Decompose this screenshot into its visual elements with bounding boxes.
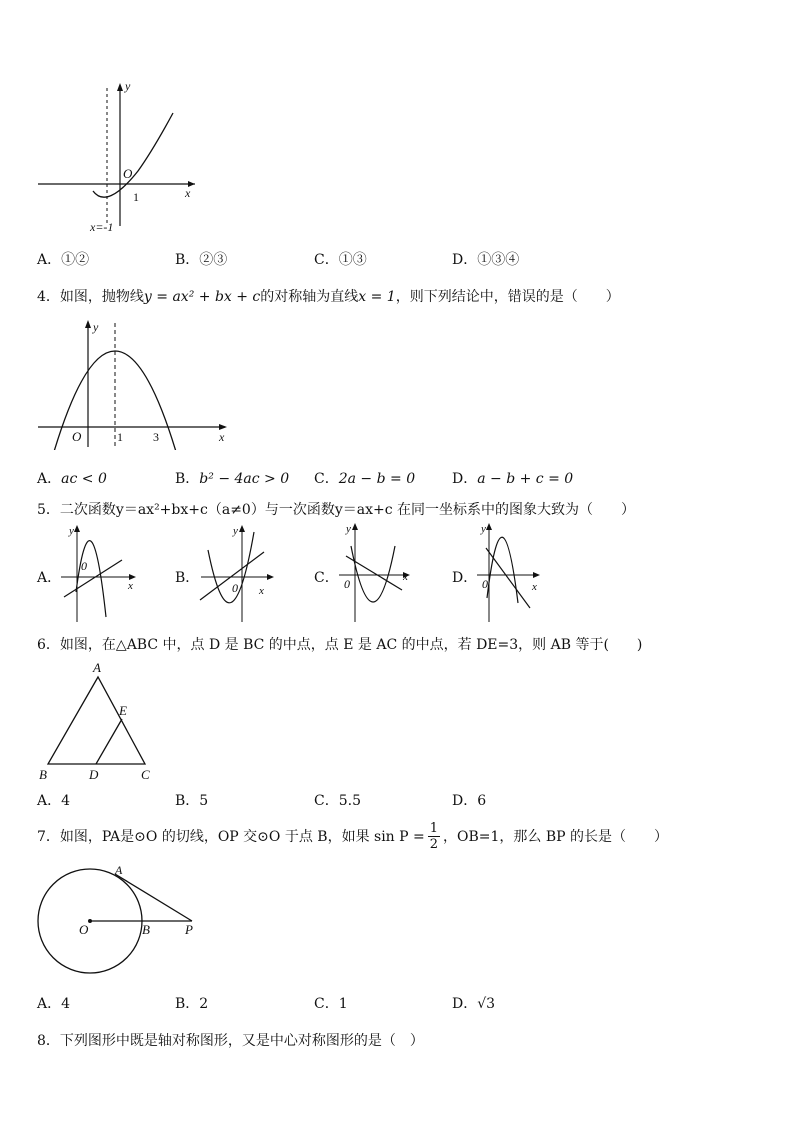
tick-1-label: 1 — [117, 430, 123, 444]
label-a: A — [115, 863, 123, 877]
label-c: C — [141, 767, 150, 782]
q5-graph-c — [336, 518, 416, 626]
x-label: x — [185, 186, 191, 200]
fraction-one-half: $\frac{1}{2}$ — [429, 820, 439, 852]
parabola-curve — [351, 546, 395, 602]
parabola-curve — [76, 541, 106, 617]
label-a: A — [93, 660, 101, 675]
q7-option-a[interactable]: A．4 — [37, 996, 71, 1012]
q6-triangle-figure — [35, 657, 165, 783]
y-label: y — [69, 525, 74, 537]
origin-label: 0 — [344, 577, 350, 591]
q5-stem: 5．二次函数y＝ax²+bx+c（a≠0）与一次函数y＝ax+c 在同一坐标系中的图象大致为（ ） — [37, 502, 636, 518]
x-axis-arrow — [533, 572, 540, 578]
q3-option-c[interactable]: C．①③ — [314, 252, 367, 268]
y-axis-arrow — [117, 83, 123, 91]
y-axis-arrow — [239, 525, 245, 532]
q3-option-a[interactable]: A．①② — [37, 252, 90, 268]
line-graph — [64, 560, 122, 597]
y-axis-arrow — [85, 320, 91, 328]
q4-option-c[interactable]: C．2a − b = 0 — [314, 471, 416, 487]
q5-option-d[interactable]: D． — [452, 570, 478, 586]
q7-circle-figure — [35, 862, 205, 977]
y-label: y — [346, 523, 351, 535]
y-label: y — [481, 523, 486, 535]
origin-label: 0 — [232, 581, 238, 595]
tangent-pa — [115, 874, 192, 921]
y-axis-arrow — [74, 525, 80, 532]
q5-graph-d — [474, 518, 546, 626]
triangle-abc — [48, 677, 145, 764]
x-label: x — [403, 571, 408, 583]
line-graph — [346, 556, 402, 590]
q4-option-d[interactable]: D．a − b + c = 0 — [452, 471, 574, 487]
label-o: O — [79, 922, 89, 937]
y-label: y — [125, 79, 131, 93]
q3-graph — [35, 78, 205, 238]
q5-option-c[interactable]: C． — [314, 570, 339, 586]
q7-option-d[interactable]: D．√3 — [452, 996, 496, 1012]
q4-graph — [35, 315, 235, 450]
q8-stem: 8．下列图形中既是轴对称图形，又是中心对称图形的是（ ） — [37, 1033, 424, 1049]
x-label: x — [259, 585, 264, 597]
q6-option-d[interactable]: D．6 — [452, 793, 487, 809]
origin-label: 0 — [81, 559, 87, 573]
label-b: B — [142, 922, 150, 937]
tick-1-label: 1 — [133, 190, 139, 204]
q6-option-b[interactable]: B．5 — [175, 793, 209, 809]
origin-label: O — [72, 429, 82, 444]
label-d: D — [89, 767, 99, 782]
x-label: x — [219, 430, 225, 444]
label-p: P — [185, 922, 193, 937]
label-b: B — [39, 767, 47, 782]
q3-option-d[interactable]: D．①③④ — [452, 252, 520, 268]
q5-option-a[interactable]: A． — [37, 570, 62, 586]
q5-graph-b — [198, 522, 278, 626]
q7-option-c[interactable]: C．1 — [314, 996, 348, 1012]
q5-option-b[interactable]: B． — [175, 570, 200, 586]
x-label: x — [128, 580, 133, 592]
q4-stem: 4．如图，抛物线y = ax² + bx + c的对称轴为直线x = 1，则下列结论中，错误的是（ ） — [37, 289, 620, 305]
q7-stem: 7． 如图，PA是⊙O 的切线，OP 交⊙O 于点 B，如果 sin P = $\frac{1}{2}$ ，OB=1，那么 BP 的长是（ ） — [37, 820, 669, 852]
y-axis-arrow — [352, 523, 358, 530]
line-graph — [486, 548, 530, 608]
q3-option-b[interactable]: B．②③ — [175, 252, 228, 268]
label-e: E — [119, 703, 127, 718]
q5-graph-a — [58, 522, 140, 626]
origin-label: O — [123, 166, 133, 181]
parabola-curve — [208, 532, 254, 603]
q7-option-b[interactable]: B．2 — [175, 996, 209, 1012]
y-axis-arrow — [486, 523, 492, 530]
tick-3-label: 3 — [153, 430, 159, 444]
y-label: y — [233, 525, 238, 537]
origin-label: 0 — [482, 577, 488, 591]
q6-option-c[interactable]: C．5.5 — [314, 793, 361, 809]
segment-de — [96, 719, 122, 764]
q4-option-a[interactable]: A．ac < 0 — [37, 471, 107, 487]
q6-option-a[interactable]: A．4 — [37, 793, 71, 809]
x-axis-arrow — [267, 574, 274, 580]
q4-option-b[interactable]: B．b² − 4ac > 0 — [175, 471, 290, 487]
axis-x-minus-1-label: x=-1 — [90, 220, 114, 234]
q6-stem: 6．如图，在△ABC 中，点 D 是 BC 的中点，点 E 是 AC 的中点，若 DE=3，则 AB 等于( ) — [37, 637, 643, 653]
x-label: x — [532, 581, 537, 593]
y-label: y — [93, 320, 99, 334]
